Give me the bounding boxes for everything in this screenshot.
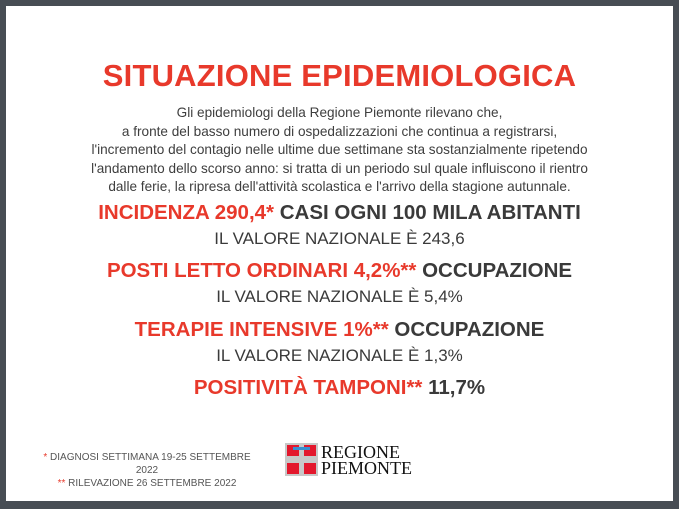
regione-piemonte-logo	[285, 443, 412, 476]
stat-value: TERAPIE INTENSIVE 1%**	[134, 318, 389, 341]
national-value: IL VALORE NAZIONALE È 243,6	[214, 229, 465, 248]
stat-intensive-care	[6, 318, 673, 342]
stat-label: 11,7%	[422, 376, 486, 399]
intro-line: Gli epidemiologi della Regione Piemonte rilevano che,	[176, 105, 503, 120]
footnote: ** RILEVAZIONE 26 SETTEMBRE 2022	[57, 478, 237, 489]
stat-value: POSITIVITÀ TAMPONI**	[193, 376, 423, 399]
footnote: * DIAGNOSI SETTIMANA 19-25 SETTEMBRE 2022	[43, 452, 251, 476]
logo-text: REGIONE PIEMONTE	[321, 441, 412, 478]
stat-label: OCCUPAZIONE	[388, 318, 545, 341]
stat-label: CASI OGNI 100 MILA ABITANTI	[274, 201, 581, 224]
national-value: IL VALORE NAZIONALE È 1,3%	[216, 346, 463, 365]
page-title: SITUAZIONE EPIDEMIOLOGICA	[102, 58, 577, 93]
intro-line: l'andamento dello scorso anno: si tratta di un periodo sul quale influiscono il rientro	[91, 160, 588, 176]
stat-label: OCCUPAZIONE	[416, 259, 573, 282]
stat-value: INCIDENZA 290,4*	[98, 201, 275, 224]
infographic-card	[6, 6, 673, 501]
intro-paragraph	[6, 104, 673, 197]
stat-positivity	[6, 376, 673, 400]
footnotes	[32, 451, 262, 490]
intro-line: dalle ferie, la ripresa dell'attività scolastica e l'arrivo della stagione autunnale.	[108, 179, 571, 195]
stat-incidence	[6, 201, 673, 225]
stat-ordinary-beds	[6, 259, 673, 283]
intro-line: a fronte del basso numero di ospedalizzazioni che continua a registrarsi,	[121, 123, 558, 139]
intro-line: l'incremento del contagio nelle ultime due settimane sta sostanzialmente ripetendo	[91, 142, 588, 158]
piemonte-cross-icon	[285, 443, 318, 476]
stat-value: POSTI LETTO ORDINARI 4,2%**	[106, 259, 417, 282]
national-value: IL VALORE NAZIONALE È 5,4%	[216, 287, 463, 306]
